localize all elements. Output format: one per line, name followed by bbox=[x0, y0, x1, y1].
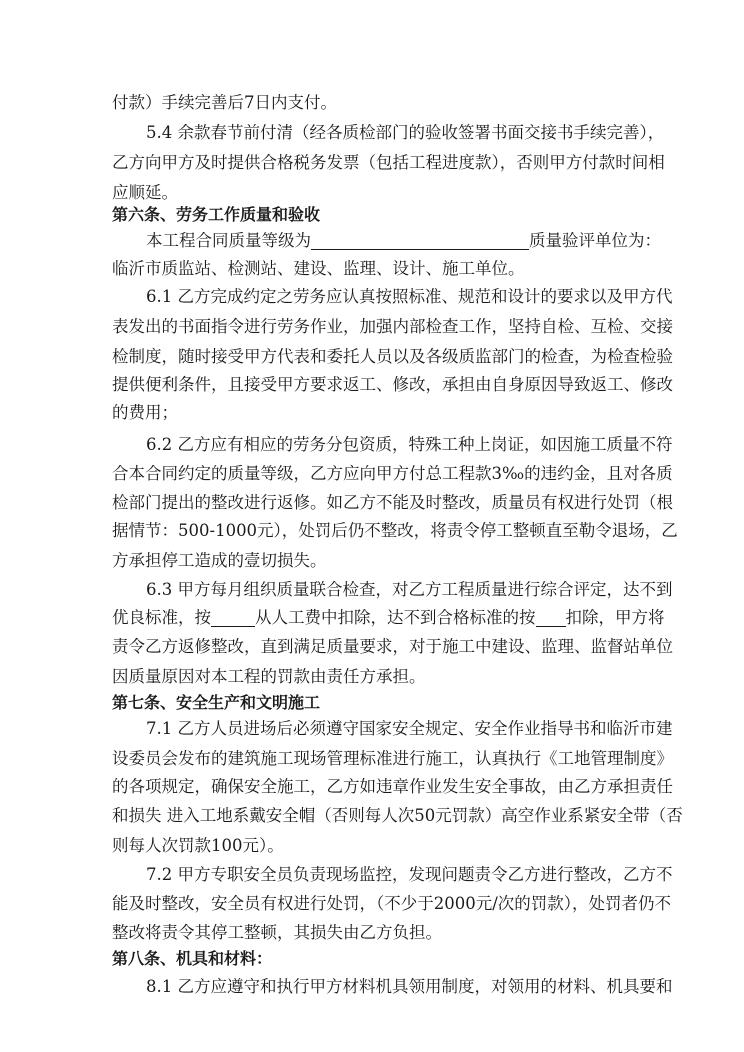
text-fragment: 质量验评单位为： bbox=[529, 231, 661, 250]
text-line: 8.1 乙方应遵守和执行甲方材料机具领用制度，对领用的材料、机具要和 bbox=[146, 977, 673, 996]
text-line: 方承担停工造成的壹切损失。 bbox=[112, 551, 327, 570]
text-line: 能及时整改，安全员有权进行处罚，（不少于2000元/次的罚款），处罚者仍不 bbox=[112, 894, 672, 913]
text-fragment: 扣除，甲方将 bbox=[565, 608, 665, 627]
text-line: 乙方向甲方及时提供合格税务发票（包括工程进度款），否则甲方付款时间相 bbox=[112, 153, 665, 172]
text-fragment: 本工程合同质量等级为 bbox=[146, 231, 311, 250]
fill-in-blank bbox=[536, 608, 566, 627]
text-line: 据情节：500-1000元），处罚后仍不整改，将责令停工整顿直至勒令退场，乙 bbox=[112, 521, 678, 540]
text-line: 因质量原因对本工程的罚款由责任方承担。 bbox=[112, 667, 426, 686]
section-heading: 第八条、机具和材料： bbox=[112, 949, 273, 968]
text-fragment: 优良标准，按 bbox=[112, 608, 211, 627]
text-line: 6.2 乙方应有相应的劳务分包资质，特殊工种上岗证，如因施工质量不符 bbox=[146, 435, 673, 454]
text-fragment: 从人工费中扣除，达不到合格标准的按 bbox=[255, 608, 536, 627]
text-line: 的费用； bbox=[112, 403, 178, 422]
text-line: 则每人次罚款100元）。 bbox=[112, 836, 284, 855]
text-line: 付款）手续完善后7日内支付。 bbox=[112, 93, 337, 112]
penalty-line bbox=[112, 603, 665, 633]
text-line: 应顺延。 bbox=[112, 183, 178, 202]
text-line: 的各项规定，确保安全施工，乙方如违章作业发生安全事故，由乙方承担责任 bbox=[112, 777, 673, 796]
text-line: 检制度，随时接受甲方代表和委托人员以及各级质监部门的检查，为检查检验 bbox=[112, 347, 673, 366]
text-line: 7.1 乙方人员进场后必须遵守国家安全规定、安全作业指导书和临沂市建 bbox=[146, 719, 673, 738]
text-line: 设委员会发布的建筑施工现场管理标准进行施工，认真执行《工地管理制度》 bbox=[112, 749, 673, 768]
text-line: 检部门提出的整改进行返修。如乙方不能及时整改，质量员有权进行处罚（根 bbox=[112, 493, 673, 512]
text-line: 整改将责令其停工整顿，其损失由乙方负担。 bbox=[112, 923, 442, 942]
text-line: 责令乙方返修整改，直到满足质量要求，对于施工中建设、监理、监督站单位 bbox=[112, 637, 673, 656]
fill-in-blank bbox=[211, 608, 255, 627]
text-line: 7.2 甲方专职安全员负责现场监控，发现问题责令乙方进行整改，乙方不 bbox=[146, 865, 673, 884]
text-line: 5.4 余款春节前付清（经各质检部门的验收签署书面交接书手续完善）， bbox=[146, 123, 665, 142]
fill-in-blank bbox=[311, 231, 529, 250]
text-line: 6.1 乙方完成约定之劳务应认真按照标准、规范和设计的要求以及甲方代 bbox=[146, 287, 673, 306]
text-line: 和损失 进入工地系戴安全帽（否则每人次50元罚款）高空作业系紧安全带（否 bbox=[112, 806, 683, 825]
text-line: 提供便利条件，且接受甲方要求返工、修改，承担由自身原因导致返工、修改 bbox=[112, 375, 673, 394]
text-line: 临沂市质监站、检测站、建设、监理、设计、施工单位。 bbox=[112, 259, 525, 278]
text-line: 合本合同约定的质量等级，乙方应向甲方付总工程款3‰的违约金，且对各质 bbox=[112, 464, 673, 483]
section-heading: 第七条、安全生产和文明施工 bbox=[112, 693, 321, 712]
text-line: 表发出的书面指令进行劳务作业，加强内部检查工作，坚持自检、互检、交接 bbox=[112, 317, 673, 336]
section-heading: 第六条、劳务工作质量和验收 bbox=[112, 205, 321, 224]
quality-grade-line bbox=[146, 226, 661, 256]
text-line: 6.3 甲方每月组织质量联合检查，对乙方工程质量进行综合评定，达不到 bbox=[146, 580, 673, 599]
